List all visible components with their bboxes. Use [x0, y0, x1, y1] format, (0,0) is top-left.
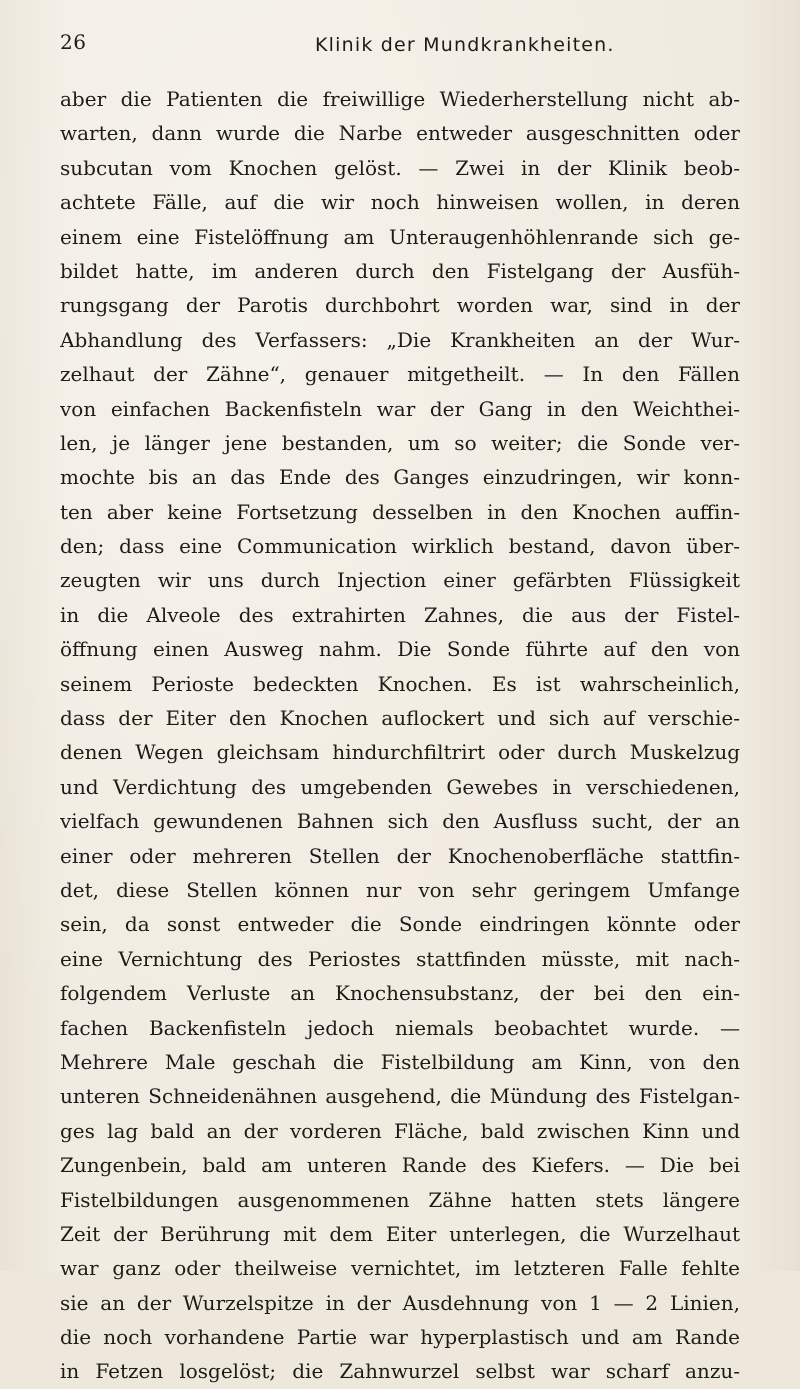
page-header — [60, 30, 740, 60]
text-line: fachen Backenfisteln jedoch niemals beobachtet wurde. — — [60, 1015, 740, 1040]
text-line: vielfach gewundenen Bahnen sich den Ausfluss sucht, der an — [60, 809, 740, 834]
text-line: mochte bis an das Ende des Ganges einzudringen, wir konn- — [60, 465, 740, 490]
running-head: Klinik der Mundkrankheiten. — [315, 34, 615, 56]
text-line: denen Wegen gleichsam hindurchfiltrirt oder durch Muskelzug — [60, 740, 740, 765]
text-line: in die Alveole des extrahirten Zahnes, die aus der Fistel- — [60, 602, 740, 627]
text-line: warten, dann wurde die Narbe entweder ausgeschnitten oder — [60, 121, 740, 146]
text-line: öffnung einen Ausweg nahm. Die Sonde führte auf den von — [60, 637, 740, 662]
text-line: bildet hatte, im anderen durch den Fistelgang der Ausfüh- — [60, 258, 740, 283]
text-line: einer oder mehreren Stellen der Knochenoberfläche stattfin- — [60, 843, 740, 868]
text-line: det, diese Stellen können nur von sehr geringem Umfange — [60, 877, 740, 902]
text-line: Zungenbein, bald am unteren Rande des Kiefers. — Die bei — [60, 1153, 740, 1178]
text-line: ten aber keine Fortsetzung desselben in den Knochen auffin- — [60, 499, 740, 524]
text-line: dass der Eiter den Knochen auflockert und sich auf verschie- — [60, 706, 740, 731]
text-line: unteren Schneidenähnen ausgehend, die Mündung des Fistelgan- — [60, 1084, 740, 1109]
text-line: seinem Perioste bedeckten Knochen. Es ist wahrscheinlich, — [60, 671, 740, 696]
text-line: achtete Fälle, auf die wir noch hinweisen wollen, in deren — [60, 190, 740, 215]
text-line: die noch vorhandene Partie war hyperplastisch und am Rande — [60, 1325, 740, 1350]
text-line: zeugten wir uns durch Injection einer gefärbten Flüssigkeit — [60, 568, 740, 593]
text-line: den; dass eine Communication wirklich bestand, davon über- — [60, 534, 740, 559]
text-line: eine Vernichtung des Periostes stattfinden müsste, mit nach- — [60, 946, 740, 971]
text-line: zelhaut der Zähne“, genauer mitgetheilt. — In den Fällen — [60, 362, 740, 387]
text-line: Mehrere Male geschah die Fistelbildung am Kinn, von den — [60, 1049, 740, 1074]
text-line: subcutan vom Knochen gelöst. — Zwei in der Klinik beob- — [60, 155, 740, 180]
text-line: rungsgang der Parotis durchbohrt worden war, sind in der — [60, 293, 740, 318]
text-line: Abhandlung des Verfassers: „Die Krankheiten an der Wur- — [60, 327, 740, 352]
text-line: ges lag bald an der vorderen Fläche, bald zwischen Kinn und — [60, 1118, 740, 1143]
body-text — [60, 82, 740, 1389]
text-line: war ganz oder theilweise vernichtet, im letzteren Falle fehlte — [60, 1256, 740, 1281]
text-line: sie an der Wurzelspitze in der Ausdehnung von 1 — 2 Linien, — [60, 1290, 740, 1315]
text-line: folgendem Verluste an Knochensubstanz, der bei den ein- — [60, 981, 740, 1006]
text-line: aber die Patienten die freiwillige Wiederherstellung nicht ab- — [60, 87, 740, 111]
text-line: und Verdichtung des umgebenden Gewebes in verschiedenen, — [60, 774, 740, 799]
text-line: len, je länger jene bestanden, um so weiter; die Sonde ver- — [60, 430, 740, 455]
text-line: in Fetzen losgelöst; die Zahnwurzel selbst war scharf anzu- — [60, 1359, 740, 1384]
text-line: Zeit der Berührung mit dem Eiter unterlegen, die Wurzelhaut — [60, 1221, 740, 1246]
text-line: einem eine Fistelöffnung am Unteraugenhöhlenrande sich ge- — [60, 224, 740, 249]
page-number: 26 — [60, 30, 87, 54]
text-line: sein, da sonst entweder die Sonde eindringen könnte oder — [60, 912, 740, 937]
text-line: Fistelbildungen ausgenommenen Zähne hatten stets längere — [60, 1187, 740, 1212]
text-line: von einfachen Backenfisteln war der Gang in den Weichthei- — [60, 396, 740, 421]
